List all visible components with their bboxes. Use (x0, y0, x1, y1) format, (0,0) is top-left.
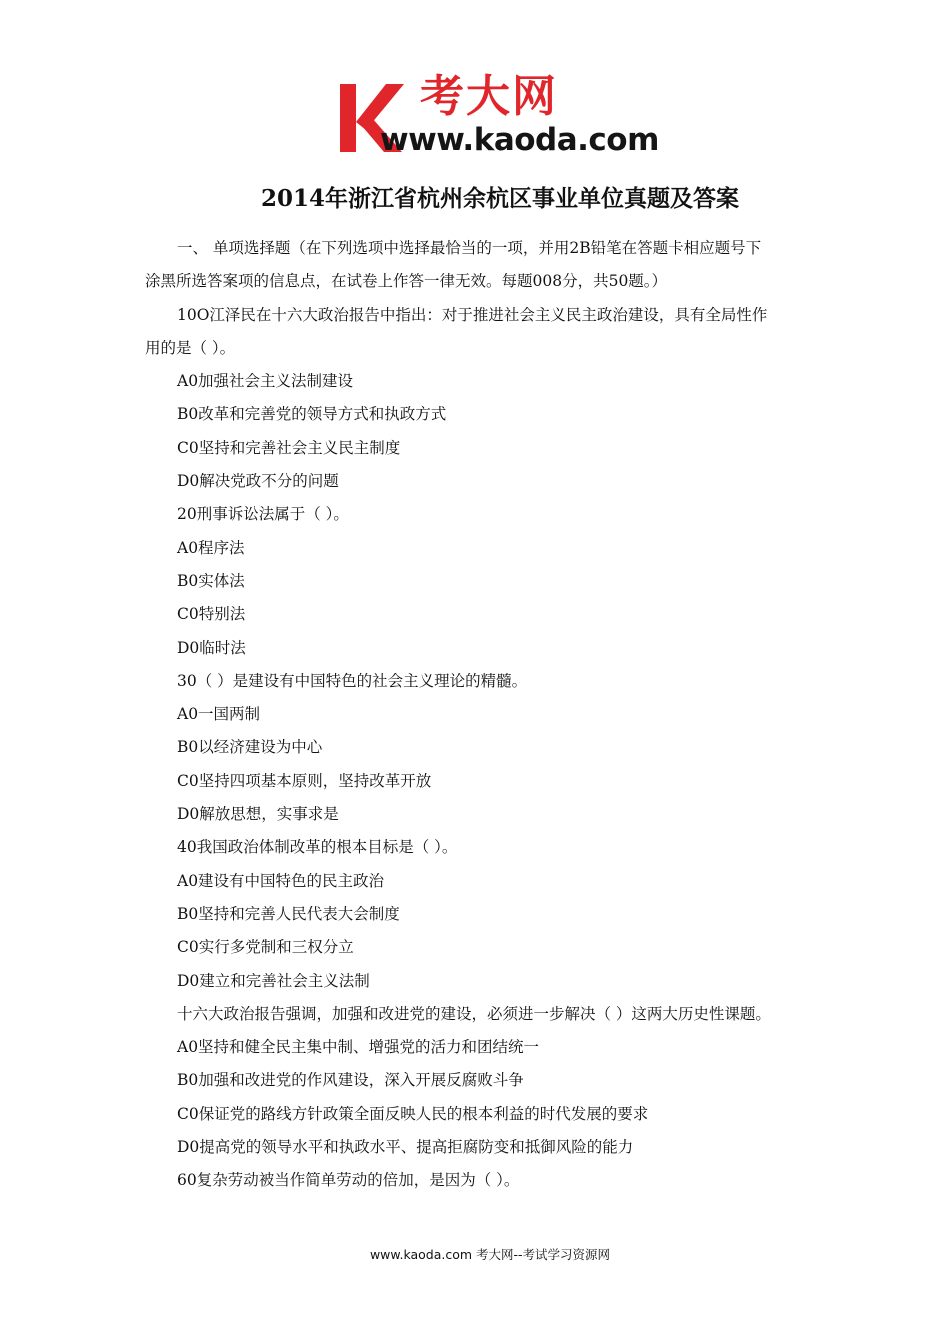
text-line: 10O江泽民在十六大政治报告中指出：对于推进社会主义民主政治建设，具有全局性作 (177, 305, 768, 324)
text-line: 十六大政治报告强调，加强和改进党的建设，必须进一步解决（ ）这两大历史性课题。 (177, 1004, 771, 1023)
page-footer: www.kaoda.com 考大网--考试学习资源网 (369, 1247, 611, 1262)
text-line: C0坚持和完善社会主义民主制度 (177, 438, 401, 457)
text-line: 20刑事诉讼法属于（ ）。 (177, 505, 349, 524)
text-line: A0加强社会主义法制建设 (177, 372, 354, 391)
text-line: B0改革和完善党的领导方式和执政方式 (177, 405, 447, 424)
text-line: D0提高党的领导水平和执政水平、提高拒腐防变和抵御风险的能力 (177, 1138, 634, 1157)
text-line: B0以经济建设为中心 (177, 738, 323, 757)
text-line: 一、 单项选择题（在下列选项中选择最恰当的一项，并用2B铅笔在答题卡相应题号下 (177, 239, 762, 257)
text-line: B0加强和改进党的作风建设，深入开展反腐败斗争 (177, 1071, 524, 1090)
text-line: D0临时法 (177, 638, 246, 657)
text-line: D0解决党政不分的问题 (177, 472, 339, 491)
document-title: 2014年浙江省杭州余杭区事业单位真题及答案 (260, 185, 739, 212)
logo-url-text: www.kaoda.com (380, 122, 659, 158)
text-line: D0解放思想，实事求是 (177, 805, 339, 824)
text-line: 40我国政治体制改革的根本目标是（ ）。 (177, 838, 458, 857)
text-line: C0特别法 (177, 605, 246, 624)
text-line: B0实体法 (177, 571, 245, 590)
text-line: 涂黑所选答案项的信息点，在试卷上作答一律无效。每题008分，共50题。） (145, 272, 668, 291)
text-line: C0坚持四项基本原则，坚持改革开放 (177, 771, 432, 790)
text-line: D0建立和完善社会主义法制 (177, 971, 370, 990)
text-line: C0实行多党制和三权分立 (177, 938, 354, 957)
text-line: 30（ ）是建设有中国特色的社会主义理论的精髓。 (177, 671, 528, 690)
text-line: A0一国两制 (177, 705, 261, 724)
site-logo (336, 70, 666, 162)
text-line: B0坚持和完善人民代表大会制度 (177, 904, 400, 923)
text-line: 用的是（ ）。 (145, 338, 236, 357)
text-line: C0保证党的路线方针政策全面反映人民的根本利益的时代发展的要求 (177, 1104, 649, 1123)
text-line: A0坚持和健全民主集中制、增强党的活力和团结统一 (177, 1038, 540, 1057)
document-body (145, 232, 825, 1198)
text-line: A0程序法 (177, 538, 245, 557)
text-line: 60复杂劳动被当作简单劳动的倍加，是因为（ ）。 (177, 1171, 520, 1190)
text-line: A0建设有中国特色的民主政治 (177, 871, 385, 890)
logo-chinese-text: 考大网 (420, 71, 558, 122)
